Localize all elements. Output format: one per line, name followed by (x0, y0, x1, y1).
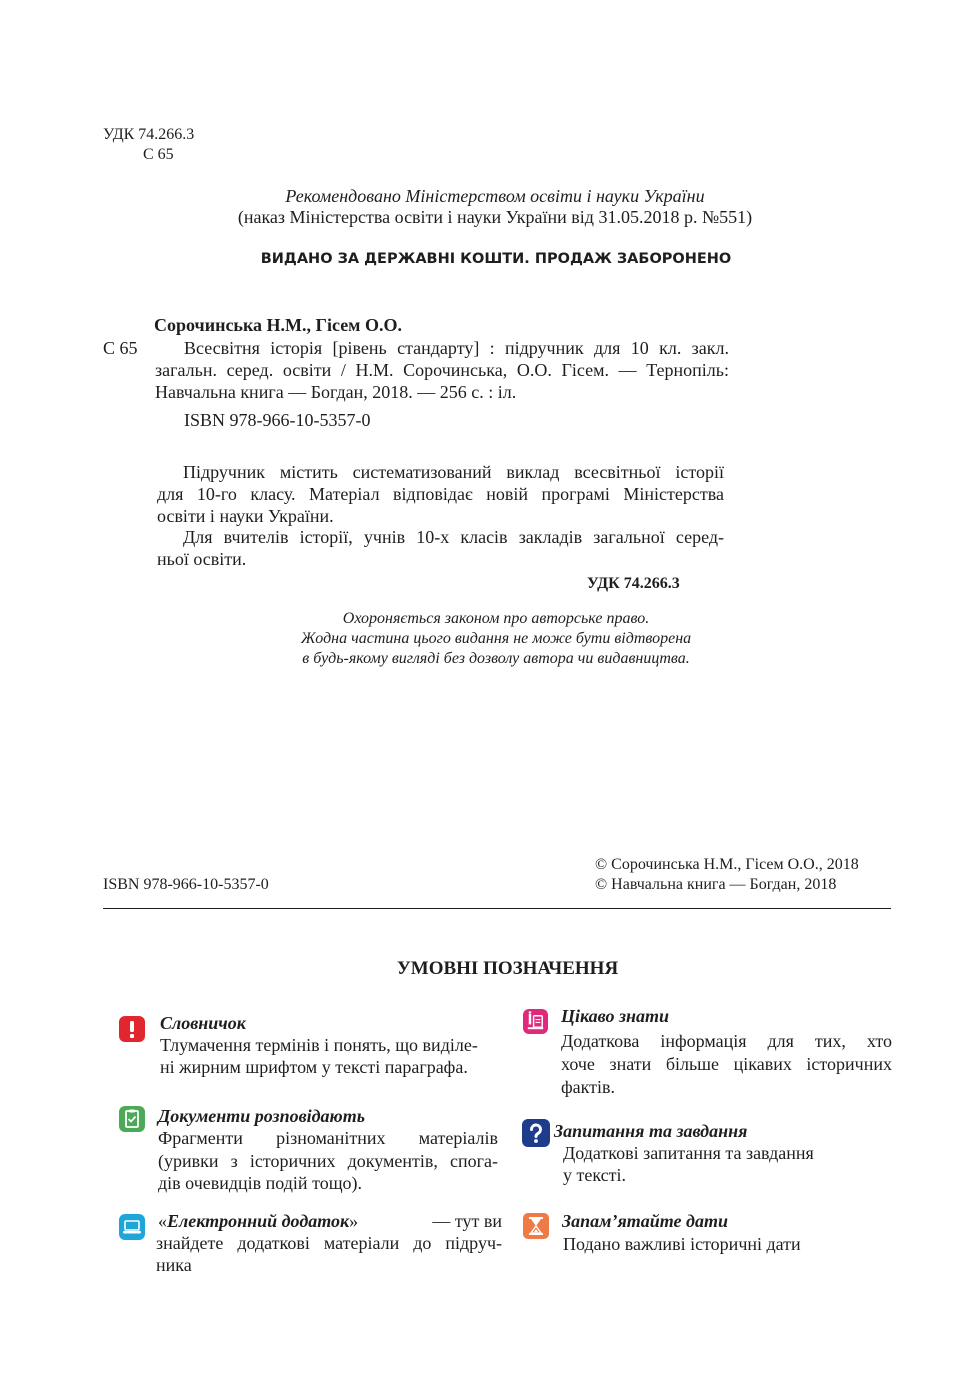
documents-line1: Фрагменти різноманітних матеріалів (158, 1128, 498, 1148)
copyright-notice-line1: Охороняється законом про авторське право. (342, 610, 650, 627)
glossary-line2: ні жирним шрифтом у тексті параграфа. (160, 1057, 468, 1077)
interesting-line1: Додаткова інформація для тих, хто (561, 1031, 892, 1051)
legend-title: УМОВНІ ПОЗНАЧЕННЯ (396, 958, 619, 979)
dates-line1: Подано важливі історичні дати (563, 1234, 801, 1254)
bib-line1: Всесвітня історія [рівень стандарту] : підручник для 10 кл. закл. (184, 338, 729, 358)
annotation-line2: для 10-го класу. Матеріал відповідає новій програмі Міністерства (157, 484, 724, 504)
electronic-title-rest: — тут ви (432, 1211, 502, 1231)
bib-line2: загальн. серед. освіти / Н.М. Сорочинська, О.О. Гісем. — Тернопіль: (155, 360, 729, 380)
annotation-line3: освіти і науки України. (157, 506, 334, 526)
electronic-quote-close: » (349, 1211, 359, 1231)
interesting-title: Цікаво знати (561, 1006, 670, 1026)
bib-authors: Сорочинська Н.М., Гісем О.О. (154, 315, 402, 335)
documents-title: Документи розповідають (158, 1106, 365, 1126)
document-check-icon (119, 1106, 145, 1132)
annotation-line4: Для вчителів історії, учнів 10-х класів закладів загальної серед- (183, 527, 724, 547)
copyright-notice-line3: в будь-якому вигляді без дозволу автора чи видавництва. (302, 650, 690, 667)
annotation-line1: Підручник містить систематизований виклад всесвітньої історії (183, 462, 724, 482)
udk-index: С 65 (143, 146, 174, 163)
interesting-line3: фактів. (561, 1077, 616, 1097)
question-icon (522, 1119, 550, 1147)
laptop-icon (119, 1214, 145, 1240)
footer-copyright-publisher: © Навчальна книга — Богдан, 2018 (595, 876, 837, 893)
divider (103, 908, 891, 909)
recommendation-line1: Рекомендовано Міністерством освіти і науки України (285, 186, 705, 206)
copyright-notice-line2: Жодна частина цього видання не може бути відтворена (300, 630, 692, 647)
info-book-icon (523, 1009, 548, 1034)
hourglass-icon (523, 1213, 549, 1239)
recommendation-line2: (наказ Міністерства освіти і науки України від 31.05.2018 р. №551) (237, 207, 753, 227)
udk-code: УДК 74.266.3 (103, 126, 195, 143)
state-funding-notice: ВИДАНО ЗА ДЕРЖАВНІ КОШТИ. ПРОДАЖ ЗАБОРОНЕНО (260, 251, 732, 267)
annotation-line5: ньої освіти. (157, 549, 247, 569)
footer-copyright-authors: © Сорочинська Н.М., Гісем О.О., 2018 (595, 856, 859, 873)
questions-line1: Додаткові запитання та завдання (563, 1143, 814, 1163)
electronic-title: Електронний додаток (167, 1211, 350, 1231)
bib-line3: Навчальна книга — Богдан, 2018. — 256 с. : іл. (155, 382, 517, 402)
glossary-line1: Тлумачення термінів і понять, що виділе- (160, 1035, 478, 1055)
questions-title: Запитання та завдання (554, 1121, 748, 1141)
documents-line2: (уривки з історичних документів, спога- (158, 1151, 498, 1171)
interesting-line2: хоче знати більше цікавих історичних (561, 1054, 892, 1074)
bib-index: С 65 (103, 338, 138, 358)
electronic-line3: ника (156, 1255, 192, 1275)
questions-line2: у тексті. (563, 1165, 627, 1185)
electronic-title-line (158, 1211, 502, 1232)
footer-isbn: ISBN 978-966-10-5357-0 (103, 876, 269, 893)
glossary-title: Словничок (160, 1013, 246, 1033)
electronic-quote-open: « (158, 1211, 167, 1231)
electronic-line2: знайдете додаткові матеріали до підруч- (156, 1233, 502, 1253)
dates-title: Запам’ятайте дати (562, 1211, 728, 1231)
annotation-udk: УДК 74.266.3 (587, 575, 680, 592)
documents-line3: дів очевидців подій тощо). (158, 1173, 363, 1193)
bib-isbn: ISBN 978-966-10-5357-0 (184, 410, 371, 430)
exclamation-icon (119, 1016, 145, 1042)
